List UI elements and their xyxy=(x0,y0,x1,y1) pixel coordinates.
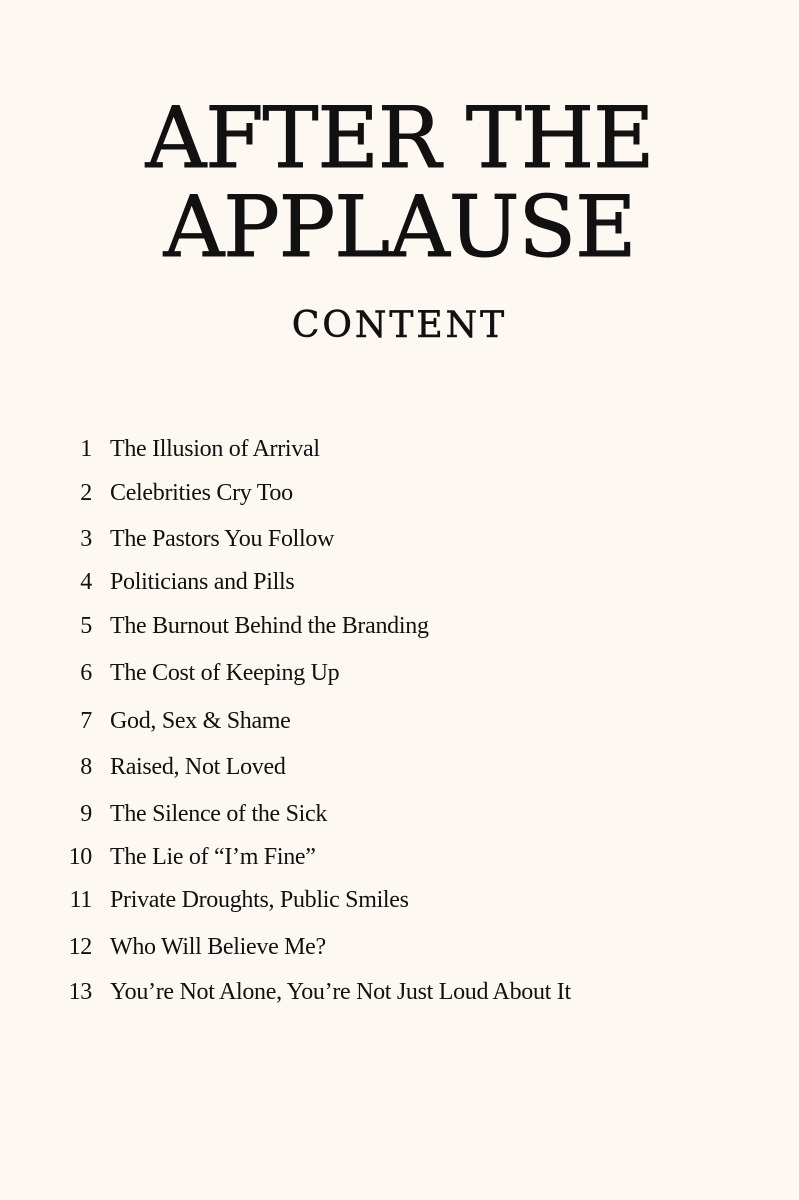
chapter-number: 13 xyxy=(68,979,92,1005)
chapter-title: Raised, Not Loved xyxy=(110,754,286,780)
chapter-number: 7 xyxy=(80,708,92,734)
toc-item-6 xyxy=(0,658,760,688)
chapter-number: 1 xyxy=(80,436,92,462)
chapter-number: 11 xyxy=(69,887,92,913)
toc-item-5 xyxy=(0,611,760,641)
toc-item-9 xyxy=(0,799,760,829)
chapter-number: 5 xyxy=(80,613,92,639)
chapter-number: 12 xyxy=(68,934,92,960)
toc-item-10 xyxy=(0,842,760,872)
toc-item-12 xyxy=(0,932,760,962)
toc-item-8 xyxy=(0,752,760,782)
chapter-title: Who Will Believe Me? xyxy=(110,934,326,960)
toc-item-13 xyxy=(0,977,760,1007)
book-title-line-1: AFTER THE xyxy=(145,89,654,187)
toc-item-4 xyxy=(0,567,760,597)
chapter-title: Celebrities Cry Too xyxy=(110,480,293,506)
toc-item-11 xyxy=(0,885,760,915)
toc-item-2 xyxy=(0,478,760,508)
chapter-title: The Burnout Behind the Branding xyxy=(110,613,429,639)
chapter-number: 2 xyxy=(80,480,92,506)
chapter-title: The Silence of the Sick xyxy=(110,801,328,827)
book-title-line-2: APPLAUSE xyxy=(163,178,636,276)
chapter-number: 10 xyxy=(68,844,92,870)
toc-item-7 xyxy=(0,706,760,736)
chapter-title: You’re Not Alone, You’re Not Just Loud About It xyxy=(110,979,571,1005)
toc-item-1 xyxy=(0,434,760,464)
chapter-number: 8 xyxy=(80,754,92,780)
chapter-title: God, Sex & Shame xyxy=(110,708,291,734)
chapter-number: 6 xyxy=(80,660,92,686)
chapter-number: 9 xyxy=(80,801,92,827)
chapter-title: Private Droughts, Public Smiles xyxy=(110,887,409,913)
chapter-number: 3 xyxy=(80,526,92,552)
chapter-title: The Cost of Keeping Up xyxy=(110,660,340,686)
toc-item-3 xyxy=(0,524,760,554)
chapter-title: The Pastors You Follow xyxy=(110,526,335,552)
chapter-title: The Illusion of Arrival xyxy=(110,436,320,462)
chapter-title: The Lie of “I’m Fine” xyxy=(110,844,316,870)
chapter-title: Politicians and Pills xyxy=(110,569,295,595)
contents-heading: CONTENT xyxy=(291,305,508,346)
chapter-number: 4 xyxy=(80,569,92,595)
